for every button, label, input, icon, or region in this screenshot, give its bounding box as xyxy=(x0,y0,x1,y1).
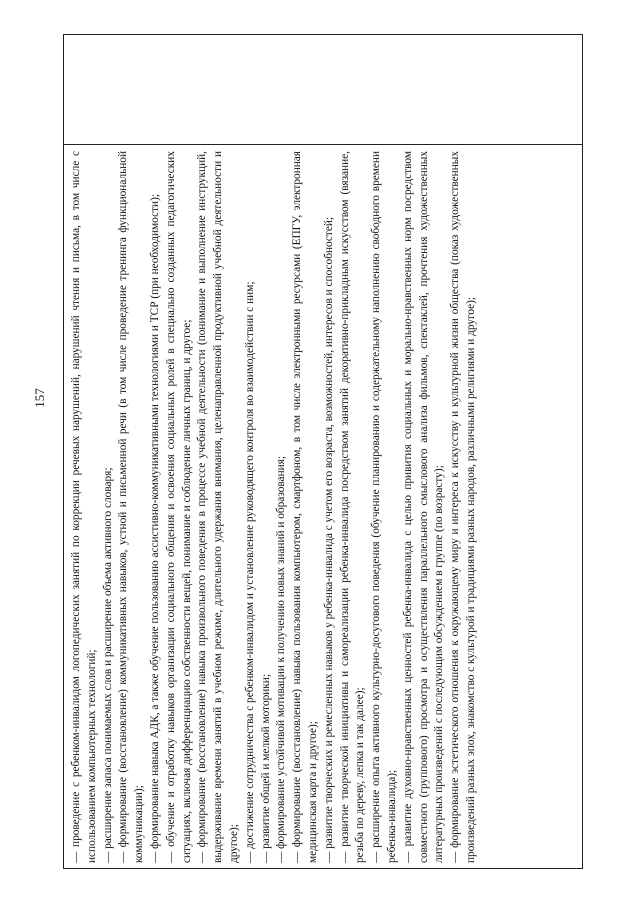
list-item: — формирование устойчивой мотивации к получению новых знаний и образования; xyxy=(275,456,288,863)
list-item: — формирование (восстановление) коммуникативных навыков, устной и письменной речи (в том числе проведение тренинга функциональной коммуникации); xyxy=(117,151,146,863)
list-item: — развитие творческих и ремесленных навыков у ребенка-инвалида с учетом его возраста, возможностей, интересов и способностей; xyxy=(322,216,335,863)
list-item: — формирование навыка АДК, а также обучение пользованию ассистивно-коммуникативными технологиями и ТСР (при необходимости); xyxy=(148,194,161,863)
list-item: — формирование (восстановление) навыка пользования компьютером, смартфоном, в том числе электронными ресурсами (ЕПГУ, электронная медицинская карта и другое); xyxy=(291,151,319,863)
list-item: — развитие духовно-нравственных ценностей ребенка-инвалида с целью привития социальных и морально-нравственных норм посредством совместного (группового) просмотра и осуществления параллельного смыслового анализа фильмов, спектаклей, прочтения художественных литературных произведений с последующим обсуждением в группе (по возрасту); xyxy=(401,151,446,863)
list-item: — проведение с ребенком-инвалидом логопедических занятий по коррекции речевых нарушений, нарушений чтения и письма, в том числе с использованием компьютерных технологий; xyxy=(70,151,98,863)
list-item: — формирование (восстановление) навыка произвольного поведения в процессе учебной деятельности (понимание и выполнение инструкций, выдерживание времени занятий в учебном режиме, длительного удержания внимания, целенаправленной продуктивной учебной деятельности и другое); xyxy=(196,151,240,863)
list-item: — расширение запаса понимаемых слов и расширение объема активного словаря; xyxy=(101,467,114,863)
rotated-text-cell xyxy=(69,151,577,863)
table-row-divider xyxy=(63,144,583,145)
list-item: — развитие общей и мелкой моторики; xyxy=(259,674,272,863)
list-item: — формирование эстетического отношения к окружающему миру и интереса к искусству и культурной жизни общества (показ художественных произведений разных эпох, знакомство с культурой и традициями разных народов, различными религиями и другое); xyxy=(449,151,477,863)
page-number: 157 xyxy=(32,388,47,408)
list-item: — расширение опыта активного культурно-досугового поведения (обучение планированию и содержательному наполнению свободного времени ребенка-инвалида); xyxy=(370,151,398,863)
list-item: — достижение сотрудничества с ребенком-инвалидом и установление руководящего контроля во взаимодействии с ним; xyxy=(243,281,256,863)
list-item: — обучение и отработку навыков организации социального общения и освоения социальных ролей в специально созданных педагогических ситуациях, включая дифференциацию собственности вещей, понимание и соблюдение личных границ, и другое; xyxy=(164,151,193,863)
list-item: — развитие творческой инициативы и самореализации ребенка-инвалида посредством занятий декоративно-прикладным искусством (вязание, резьба по дереву, лепка и так далее); xyxy=(338,151,367,863)
